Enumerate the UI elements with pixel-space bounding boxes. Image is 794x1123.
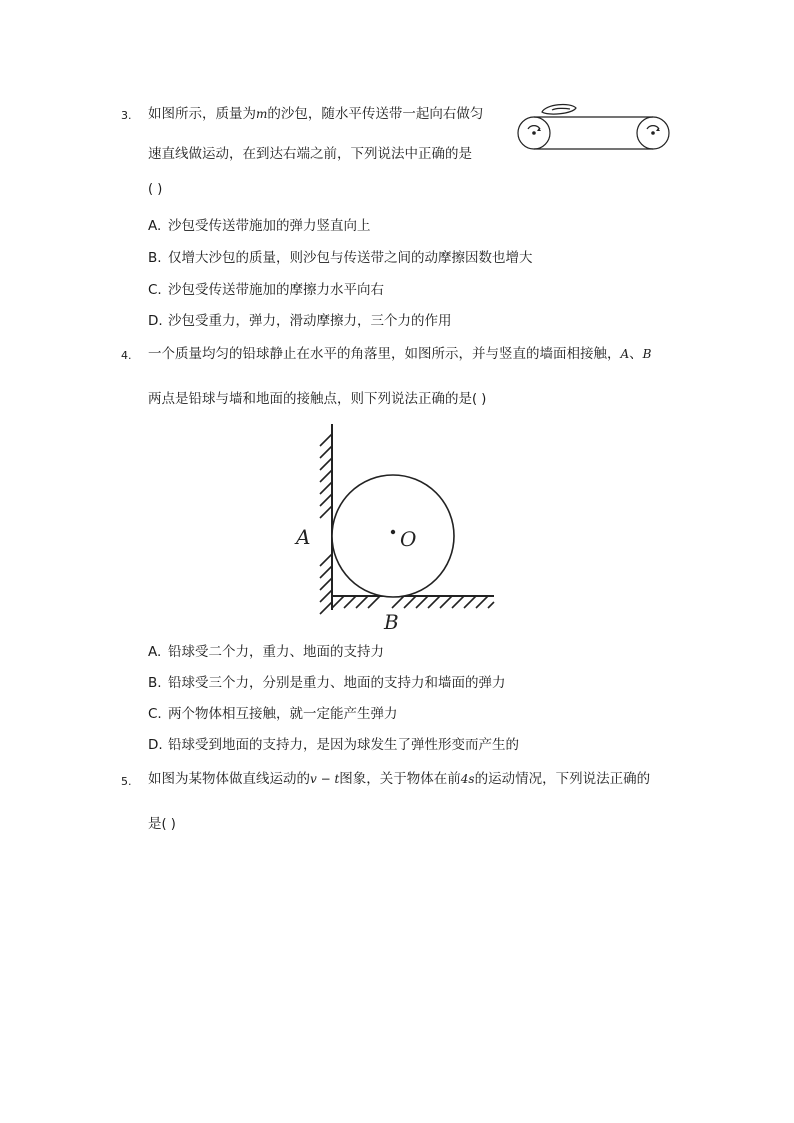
option-text: 沙包受重力，弹力，滑动摩擦力，三个力的作用 <box>168 313 452 329</box>
q4-option-d <box>148 737 519 753</box>
separator: 、 <box>629 346 643 362</box>
label-o: O <box>400 527 417 551</box>
math-a: A <box>620 347 630 361</box>
option-text: 沙包受传送带施加的摩擦力水平向右 <box>168 282 384 298</box>
option-text: 仅增大沙包的质量，则沙包与传送带之间的动摩擦因数也增大 <box>168 250 533 266</box>
question-5-line-1 <box>148 771 650 787</box>
right-rotation-arrow <box>647 126 659 129</box>
question-3-line-1 <box>148 106 483 122</box>
option-letter: B. <box>148 675 162 691</box>
question-4-text: 一个质量均匀的铅球静止在水平的角落里，如图所示，并与竖直的墙面相接触， <box>148 346 621 362</box>
option-letter: D. <box>148 313 163 329</box>
option-text: 铅球受到地面的支持力，是因为球发生了弹性形变而产生的 <box>168 737 519 753</box>
option-text: 沙包受传送带施加的弹力竖直向上 <box>168 218 371 234</box>
q3-option-a <box>148 218 371 234</box>
question-3-text: 如图所示，质量为 <box>148 106 256 122</box>
left-rotation-arrow <box>528 126 540 129</box>
math-m: m <box>256 107 268 121</box>
question-5-bracket: ( ) <box>161 817 176 832</box>
option-letter: C. <box>148 706 162 722</box>
ball-center-dot <box>391 530 395 534</box>
math-v-t: v − t <box>310 772 340 786</box>
question-3-text-cont: 的沙包，随水平传送带一起向右做匀 <box>267 106 484 122</box>
option-letter: B. <box>148 250 162 266</box>
q3-option-d <box>148 313 452 329</box>
option-letter: A. <box>148 644 162 660</box>
math-b: B <box>642 347 652 361</box>
wall-hatching <box>320 434 332 614</box>
question-5-text-post: 的运动情况，下列说法正确的 <box>474 771 651 787</box>
math-4s: 4s <box>460 772 475 786</box>
label-a: A <box>296 525 311 549</box>
q4-option-b <box>148 675 506 691</box>
option-letter: D. <box>148 737 163 753</box>
question-4-line-1 <box>148 346 652 362</box>
q3-option-c <box>148 282 384 298</box>
option-text: 铅球受三个力，分别是重力、地面的支持力和墙面的弹力 <box>168 675 506 691</box>
option-text: 铅球受二个力，重力、地面的支持力 <box>168 644 384 660</box>
q4-option-c <box>148 706 398 722</box>
floor-hatching <box>332 596 494 608</box>
q3-option-b <box>148 250 533 266</box>
sandbag-shape <box>542 105 576 115</box>
question-5-text-2: 是 <box>148 816 162 832</box>
conveyor-belt-figure <box>512 98 672 154</box>
question-3-line-2: 速直线做运动，在到达右端之前，下列说法中正确的是 <box>148 146 472 162</box>
question-4-bracket: ( ) <box>472 392 487 407</box>
label-b: B <box>384 610 399 634</box>
sandbag-fold <box>552 108 570 110</box>
question-5-text: 如图为某物体做直线运动的 <box>148 771 310 787</box>
ball-in-corner-figure <box>292 420 498 636</box>
option-letter: C. <box>148 282 162 298</box>
ball-circle <box>332 475 454 597</box>
question-4-text-2: 两点是铅球与墙和地面的接触点，则下列说法正确的是 <box>148 391 472 407</box>
question-4-number: 4. <box>121 349 132 362</box>
q4-option-a <box>148 644 384 660</box>
question-3-number: 3. <box>121 109 132 122</box>
question-5-line-2 <box>148 816 176 833</box>
question-5-text-mid: 图象，关于物体在前 <box>339 771 461 787</box>
option-text: 两个物体相互接触，就一定能产生弹力 <box>168 706 398 722</box>
question-3-bracket: ( ) <box>148 182 163 197</box>
question-4-line-2 <box>148 391 486 408</box>
option-letter: A. <box>148 218 162 234</box>
question-5-number: 5. <box>121 775 132 788</box>
